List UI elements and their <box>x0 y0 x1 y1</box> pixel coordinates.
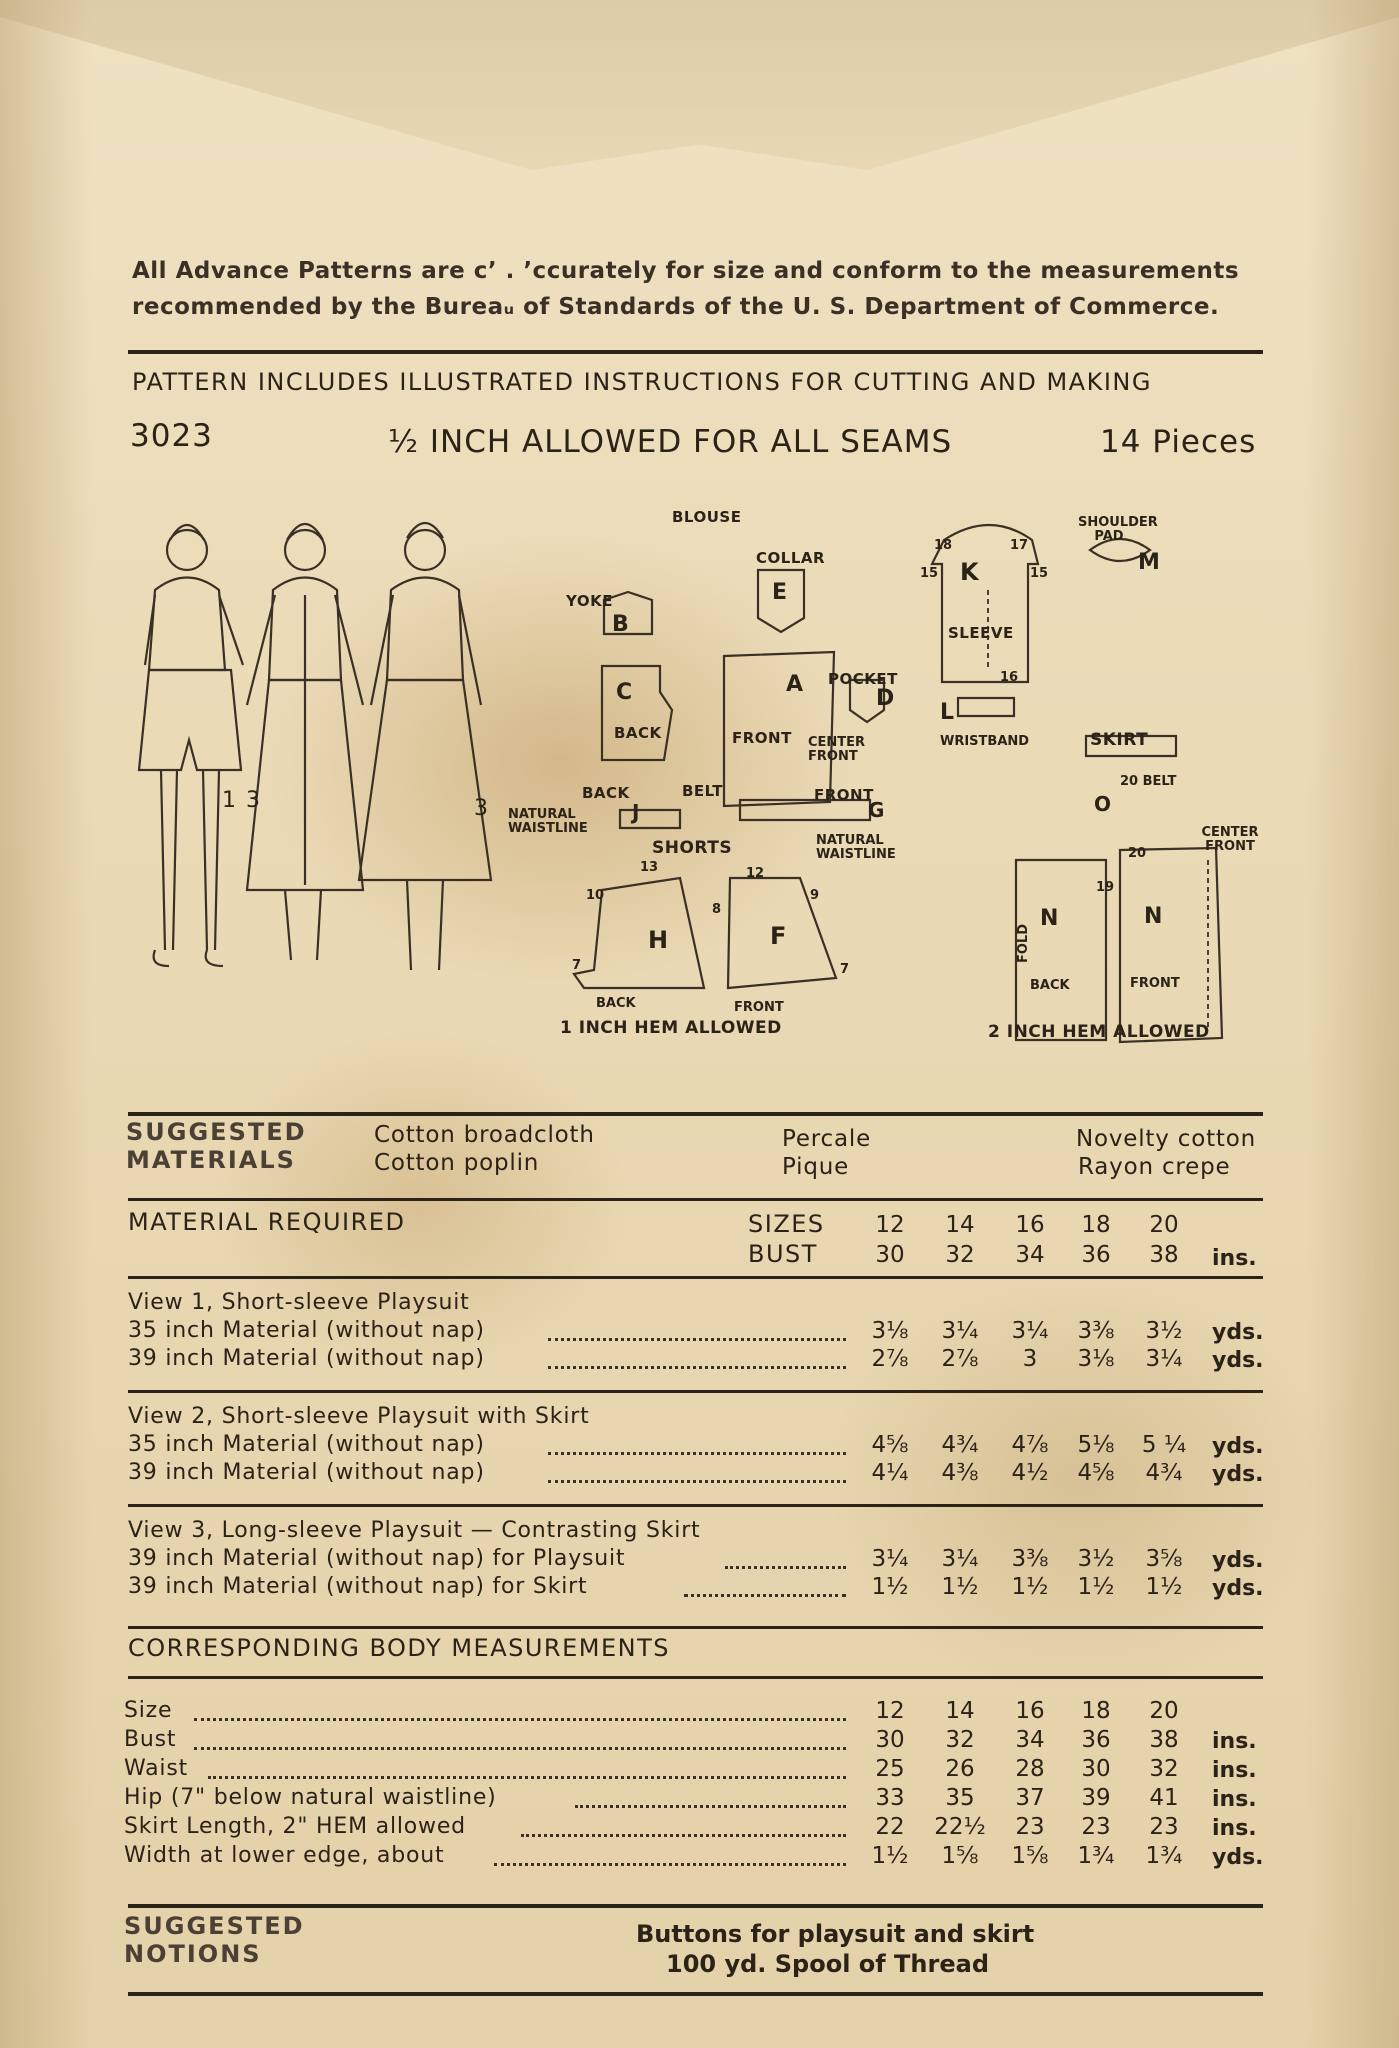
dot-leader <box>208 1776 846 1779</box>
material-cotton-broadcloth: Cotton broadcloth <box>374 1122 595 1148</box>
requirement-value: 3⅛ <box>871 1318 909 1344</box>
requirement-value: 2⅞ <box>941 1346 979 1372</box>
size-header-cell: 20 <box>1149 1212 1179 1238</box>
dot-leader <box>494 1863 846 1866</box>
label-center-front: CENTER FRONT <box>808 735 866 764</box>
body-value: 35 <box>945 1785 975 1811</box>
label-wristband: WRISTBAND <box>940 734 1030 749</box>
requirement-value: 4½ <box>1011 1460 1049 1486</box>
requirement-value: 5 ¼ <box>1141 1432 1187 1458</box>
body-value: 12 <box>875 1698 905 1724</box>
divider <box>128 1390 1263 1393</box>
label-sleeve: SLEEVE <box>948 624 1014 642</box>
bust-header-cell: 36 <box>1081 1242 1111 1268</box>
piece-letter-b: B <box>612 612 629 637</box>
intro-line-1: All Advance Patterns are c’ . ’ccurately for size and conform to the measurements <box>132 258 1240 284</box>
requirement-value: 3⅜ <box>1077 1318 1115 1344</box>
pattern-includes: PATTERN INCLUDES ILLUSTRATED INSTRUCTIONS FOR CUTTING AND MAKING <box>132 368 1152 396</box>
piece-count: 14 Pieces <box>1100 424 1257 460</box>
requirement-value: 3⅝ <box>1145 1546 1183 1572</box>
requirement-value: 3¼ <box>941 1318 979 1344</box>
requirement-value: 4⅝ <box>871 1432 909 1458</box>
requirement-value: 4¼ <box>871 1460 909 1486</box>
label-center-front-2: CENTER FRONT <box>1201 825 1259 854</box>
view-block-title: View 2, Short-sleeve Playsuit with Skirt <box>128 1404 590 1429</box>
requirement-value: 3½ <box>1077 1546 1115 1572</box>
requirement-unit: yds. <box>1212 1348 1264 1373</box>
notch-12: 12 <box>746 866 765 881</box>
intro-line-2: recommended by the Bureaᵤ of Standards of the U. S. Department of Commerce. <box>132 294 1220 320</box>
body-value: 39 <box>1081 1785 1111 1811</box>
body-row-label: Skirt Length, 2" HEM allowed <box>124 1814 466 1839</box>
body-unit: yds. <box>1212 1845 1264 1870</box>
piece-letter-a: A <box>786 672 804 697</box>
dot-leader <box>575 1805 846 1808</box>
requirement-value: 4¾ <box>941 1432 979 1458</box>
body-unit: ins. <box>1212 1816 1257 1841</box>
notch-9: 9 <box>810 888 820 903</box>
notch-20: 20 <box>1128 846 1147 861</box>
requirement-value: 1½ <box>941 1574 979 1600</box>
size-header-cell: 12 <box>875 1212 905 1238</box>
view-block-title: View 3, Long-sleeve Playsuit — Contrasting Skirt <box>128 1518 701 1543</box>
label-shorts: SHORTS <box>652 838 733 858</box>
body-row-label: Hip (7" below natural waistline) <box>124 1785 497 1810</box>
notch-15: 15 <box>920 566 939 581</box>
dot-leader <box>521 1834 846 1837</box>
requirement-unit: yds. <box>1212 1462 1264 1487</box>
requirement-row-label: 39 inch Material (without nap) for Playsuit <box>128 1546 626 1571</box>
dot-leader <box>684 1594 846 1597</box>
body-value: 33 <box>875 1785 905 1811</box>
requirement-value: 3¼ <box>871 1546 909 1572</box>
body-value: 41 <box>1149 1785 1179 1811</box>
label-pocket: POCKET <box>828 670 898 688</box>
body-value: 1¾ <box>1145 1843 1183 1869</box>
pattern-number: 3023 <box>130 418 213 454</box>
size-header-cell: 16 <box>1015 1212 1045 1238</box>
dot-leader <box>548 1338 846 1341</box>
piece-letter-l: L <box>940 700 955 725</box>
bust-label: BUST <box>748 1240 818 1268</box>
requirement-value: 3¼ <box>1011 1318 1049 1344</box>
requirement-row-label: 39 inch Material (without nap) for Skirt <box>128 1574 588 1599</box>
body-value: 32 <box>945 1727 975 1753</box>
body-value: 18 <box>1081 1698 1111 1724</box>
material-rayon-crepe: Rayon crepe <box>1078 1154 1231 1180</box>
notch-7b: 7 <box>840 962 850 977</box>
size-header-cell: 14 <box>945 1212 975 1238</box>
body-value: 37 <box>1015 1785 1045 1811</box>
body-value: 36 <box>1081 1727 1111 1753</box>
notch-18: 18 <box>934 538 953 553</box>
piece-letter-m: M <box>1138 550 1160 575</box>
body-value: 30 <box>875 1727 905 1753</box>
view-label-2: 3 <box>246 788 260 813</box>
requirement-value: 5⅛ <box>1077 1432 1115 1458</box>
label-front: FRONT <box>732 729 792 747</box>
notions-heading-2: NOTIONS <box>124 1940 262 1968</box>
view-label-3: 3 <box>474 796 488 821</box>
requirement-value: 4⅞ <box>1011 1432 1049 1458</box>
label-belt-front: FRONT <box>814 786 874 804</box>
dot-leader <box>548 1480 846 1483</box>
bust-header-cell: 30 <box>875 1242 905 1268</box>
size-header-cell: 18 <box>1081 1212 1111 1238</box>
label-belt-back: BACK <box>582 784 630 802</box>
dot-leader <box>548 1452 846 1455</box>
requirement-value: 4¾ <box>1145 1460 1183 1486</box>
notch-19: 19 <box>1096 880 1115 895</box>
body-value: 22 <box>875 1814 905 1840</box>
notion-thread: 100 yd. Spool of Thread <box>666 1950 990 1978</box>
requirement-value: 2⅞ <box>871 1346 909 1372</box>
material-required-heading: MATERIAL REQUIRED <box>128 1208 406 1236</box>
piece-letter-c: C <box>616 680 633 705</box>
dot-leader <box>194 1747 846 1750</box>
divider <box>128 1112 1263 1116</box>
material-cotton-poplin: Cotton poplin <box>374 1150 540 1176</box>
body-unit: ins. <box>1212 1729 1257 1754</box>
label-blouse: BLOUSE <box>672 508 742 526</box>
requirement-row-label: 39 inch Material (without nap) <box>128 1460 485 1485</box>
label-skirt-back: BACK <box>1030 978 1070 993</box>
piece-letter-g: H <box>648 926 669 954</box>
dot-leader <box>548 1366 846 1369</box>
notch-16: 16 <box>1000 670 1019 685</box>
body-measurements-heading: CORRESPONDING BODY MEASUREMENTS <box>128 1634 670 1662</box>
label-fold: FOLD <box>1016 923 1032 964</box>
requirement-row-label: 35 inch Material (without nap) <box>128 1432 485 1457</box>
body-value: 20 <box>1149 1698 1179 1724</box>
body-value: 28 <box>1015 1756 1045 1782</box>
body-value: 22½ <box>934 1814 986 1840</box>
requirement-value: 1½ <box>871 1574 909 1600</box>
body-value: 1⅝ <box>941 1843 979 1869</box>
material-percale: Percale <box>782 1126 872 1152</box>
label-yoke: YOKE <box>566 592 613 610</box>
divider <box>128 1504 1263 1507</box>
piece-letter-o: O <box>1094 792 1112 816</box>
divider <box>128 350 1263 354</box>
body-value: 23 <box>1149 1814 1179 1840</box>
requirement-value: 3½ <box>1145 1318 1183 1344</box>
label-shorts-front: FRONT <box>734 1000 784 1015</box>
bust-header-cell: 32 <box>945 1242 975 1268</box>
requirement-unit: yds. <box>1212 1320 1264 1345</box>
seam-allowance: ½ INCH ALLOWED FOR ALL SEAMS <box>388 424 953 460</box>
dot-leader <box>194 1718 846 1721</box>
label-shorts-back: BACK <box>596 996 636 1011</box>
divider <box>128 1276 1263 1279</box>
piece-letter-f: F <box>770 922 787 950</box>
requirement-value: 3¼ <box>1145 1346 1183 1372</box>
body-value: 1½ <box>871 1843 909 1869</box>
notch-17: 17 <box>1010 538 1029 553</box>
requirement-row-label: 39 inch Material (without nap) <box>128 1346 485 1371</box>
piece-letter-d: D <box>876 686 895 711</box>
requirement-value: 3⅛ <box>1077 1346 1115 1372</box>
requirement-value: 3¼ <box>941 1546 979 1572</box>
piece-letter-n-front: N <box>1144 904 1163 929</box>
material-novelty-cotton: Novelty cotton <box>1076 1126 1256 1152</box>
label-hem-1: 1 INCH HEM ALLOWED <box>560 1018 782 1038</box>
fashion-figures-illustration <box>125 510 505 1000</box>
piece-letter-e: E <box>772 580 788 605</box>
label-shoulder-pad: SHOULDER PAD <box>1078 515 1158 544</box>
divider <box>128 1626 1263 1629</box>
materials-heading-2: MATERIALS <box>126 1146 296 1174</box>
materials-heading-1: SUGGESTED <box>126 1118 307 1146</box>
divider <box>128 1904 1263 1908</box>
view-label-1: 1 <box>222 788 236 813</box>
body-unit: ins. <box>1212 1758 1257 1783</box>
label-back: BACK <box>614 724 662 742</box>
requirement-value: 1½ <box>1011 1574 1049 1600</box>
notch-15b: 15 <box>1030 566 1049 581</box>
envelope-flap <box>0 0 1399 170</box>
body-value: 16 <box>1015 1698 1045 1724</box>
notch-10: 10 <box>586 888 605 903</box>
body-row-label: Width at lower edge, about <box>124 1843 445 1868</box>
view-block-title: View 1, Short-sleeve Playsuit <box>128 1290 470 1315</box>
requirement-value: 3⅜ <box>1011 1546 1049 1572</box>
piece-letter-k: K <box>960 558 979 586</box>
label-hem-2: 2 INCH HEM ALLOWED <box>988 1022 1210 1042</box>
piece-letter-j: J <box>632 800 640 824</box>
label-belt-20: 20 BELT <box>1120 774 1177 789</box>
piece-letter-h: G <box>868 798 885 822</box>
body-value: 32 <box>1149 1756 1179 1782</box>
requirement-unit: yds. <box>1212 1576 1264 1601</box>
label-natural-waistline: NATURAL WAISTLINE <box>508 807 588 836</box>
body-value: 30 <box>1081 1756 1111 1782</box>
label-belt: BELT <box>682 782 723 800</box>
requirement-unit: yds. <box>1212 1548 1264 1573</box>
body-row-label: Bust <box>124 1727 177 1752</box>
notch-8: 8 <box>712 902 722 917</box>
body-value: 34 <box>1015 1727 1045 1753</box>
bust-header-cell: 38 <box>1149 1242 1179 1268</box>
requirement-row-label: 35 inch Material (without nap) <box>128 1318 485 1343</box>
divider <box>128 1992 1263 1996</box>
body-value: 38 <box>1149 1727 1179 1753</box>
body-row-label: Size <box>124 1698 173 1723</box>
notion-buttons: Buttons for playsuit and skirt <box>636 1920 1035 1948</box>
body-value: 1¾ <box>1077 1843 1115 1869</box>
dot-leader <box>725 1566 846 1569</box>
bust-unit: ins. <box>1212 1246 1257 1271</box>
body-unit: ins. <box>1212 1787 1257 1812</box>
body-value: 25 <box>875 1756 905 1782</box>
body-value: 1⅝ <box>1011 1843 1049 1869</box>
divider <box>128 1198 1263 1201</box>
material-pique: Pique <box>782 1154 850 1180</box>
requirement-value: 4⅜ <box>941 1460 979 1486</box>
body-value: 23 <box>1015 1814 1045 1840</box>
requirement-value: 3 <box>1022 1346 1038 1372</box>
piece-letter-n-back: N <box>1040 906 1059 931</box>
label-collar: COLLAR <box>756 549 826 567</box>
requirement-value: 1½ <box>1145 1574 1183 1600</box>
label-skirt: SKIRT <box>1090 730 1149 750</box>
notch-7: 7 <box>572 958 582 973</box>
requirement-value: 1½ <box>1077 1574 1115 1600</box>
body-row-label: Waist <box>124 1756 189 1781</box>
label-skirt-front: FRONT <box>1130 976 1180 991</box>
sizes-label: SIZES <box>748 1210 825 1238</box>
requirement-unit: yds. <box>1212 1434 1264 1459</box>
bust-header-cell: 34 <box>1015 1242 1045 1268</box>
body-value: 26 <box>945 1756 975 1782</box>
notions-heading-1: SUGGESTED <box>124 1912 305 1940</box>
body-value: 14 <box>945 1698 975 1724</box>
label-natural-waistline-2: NATURAL WAISTLINE <box>816 833 896 862</box>
requirement-value: 4⅝ <box>1077 1460 1115 1486</box>
body-value: 23 <box>1081 1814 1111 1840</box>
divider <box>128 1676 1263 1679</box>
notch-13: 13 <box>640 860 659 875</box>
